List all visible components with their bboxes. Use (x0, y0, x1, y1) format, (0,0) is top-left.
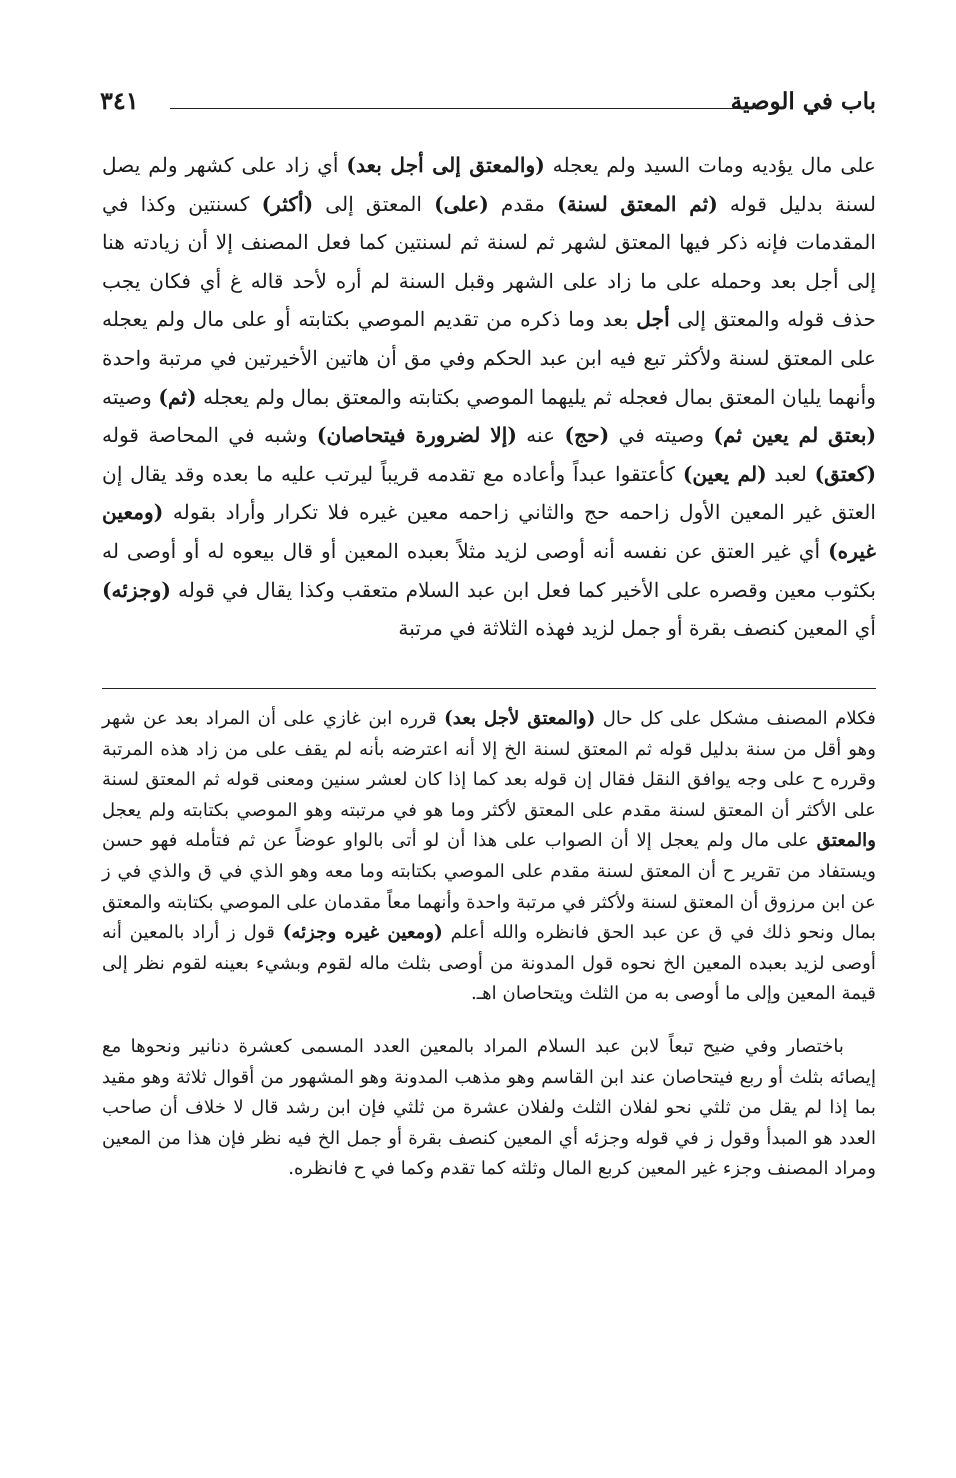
text-segment: على مال ولم يعجل إلا أن الصواب على هذا أن لو أتى بالواو عوضاً عن ثم فتأمله فهو حسن ويستفاد من تقرير ح أن المعتق لسنة مقدم على الموصي بكتابته وما معه وهو الذي في ق والذي في ز عن ابن مرزوق أن المعتق لسنة ولأكثر في مرتبة واحدة وأنهما معاً مقدمان على الموصي بكتابته والمعتق بمال ونحو ذلك في ق عن عبد الحق فانظره والله أعلم (102, 830, 876, 944)
footnote-separator (102, 688, 876, 689)
text-segment: كأعتقوا عبداً وأعاده مع تقدمه قريباً ليرتب عليه ما بعده وقد يقال إن العتق غير المعين الأول زاحمه حج والثاني زاحمه معين غيره فلا تكرار وأراد بقوله (102, 461, 876, 525)
text-segment: على مال يؤديه ومات السيد ولم يعجله (544, 153, 876, 177)
bold-matn-text: أجل (636, 307, 670, 332)
bold-matn-text: (ومعين غيره) (102, 500, 876, 563)
text-segment: كسنتين وكذا في المقدمات فإنه ذكر فيها المعتق لشهر ثم لسنة ثم لسنتين كما فعل المصنف إلا أن زيادته هنا إلى أجل بعد وحمله على ما زاد على الشهر وقبل السنة لم أره لأحد قاله غ أي فكان يجب حذف قوله والمعتق إلى (102, 191, 877, 332)
text-segment: أي غير العتق عن نفسه أنه أوصى لزيد مثلاً بعبده المعين أو قال بيعوه له أو أوصى له بكثوب معين وقصره على الأخير كما فعل ابن عبد السلام متعقب وكذا يقال في قوله (102, 538, 876, 602)
text-segment: وشبه في المحاصة قوله (102, 423, 317, 448)
text-segment: بعد وما ذكره من تقديم الموصي بكتابته أو على مال ولم يعجله على المعتق لسنة ولأكثر تبع فيه ابن عبد الحكم وفي مق أن هاتين الأخيرتين في مرتبة واحدة وأنهما يليان المعتق بمال فعجله ثم يليهما الموصي بكتابته والمعتق بمال ولم يعجله (102, 307, 876, 409)
main-text (102, 146, 876, 648)
bold-matn-text: (بعتق لم يعين ثم) (713, 423, 876, 448)
bold-matn-text: والمعتق (816, 830, 876, 852)
bold-matn-text: (ثم المعتق لسنة) (557, 191, 718, 216)
text-segment: المعتق إلى (313, 191, 435, 216)
text-segment: لعبد (766, 461, 815, 486)
commentary-paragraph-2: باختصار وفي ضيح تبعاً لابن عبد السلام المراد بالمعين العدد المسمى كعشرة دنانير ونحوها مع إيصائه بثلث أو ربع فيتحاصان عند ابن القاسم وهو مذهب المدونة وهو المشهور من أقوال ثلاثة وهو مقيد بما إذا لم يقل من ثلثي نحو لفلان الثلث ولفلان عشرة من ثلثي فإن ابن رشد قال لا خلاف أن صاحب العدد هو المبدأ وقول ز في قوله وجزئه أي المعين كنصف بقرة أو جمل الخ فيه نظر فإن هذا من المعين ومراد المصنف وجزء غير المعين كربع المال وثلثه كما تقدم وكما في ح فانظره. (102, 1035, 876, 1180)
text-segment: فكلام المصنف مشكل على كل حال (595, 708, 876, 729)
bold-matn-text: (والمعتق لأجل بعد) (444, 708, 596, 729)
header-rule (170, 108, 748, 109)
chapter-title: باب في الوصية (730, 88, 876, 115)
text-segment: أي زاد على كشهر ولم يصل لسنة بدليل قوله (102, 153, 876, 216)
main-paragraph (102, 146, 876, 648)
bold-matn-text: (وجزئه) (102, 577, 171, 602)
text-segment: أي المعين كنصف بقرة أو جمل لزيد فهذه الثلاثة في مرتبة (398, 616, 876, 641)
commentary-notes (102, 704, 876, 1185)
bold-matn-text: (ثم) (158, 384, 197, 409)
text-segment: وصيته (102, 384, 159, 409)
bold-matn-text: (أكثر) (261, 191, 314, 216)
bold-matn-text: (والمعتق إلى أجل بعد) (346, 153, 545, 177)
bold-matn-text: (حج) (564, 423, 610, 448)
text-segment: مقدم (488, 191, 558, 216)
page-number: ٣٤١ (100, 86, 139, 115)
bold-matn-text: (لم يعين) (682, 461, 767, 486)
bold-matn-text: (كعتق) (814, 461, 876, 486)
bold-matn-text: (على) (434, 191, 489, 216)
text-segment: وصيته في (609, 423, 714, 448)
text-segment: قرره ابن غازي على أن المراد بعد عن شهر وهو أقل من سنة بدليل قوله ثم المعتق لسنة الخ إلا أنه اعترضه بأنه لم يقف على من زاد هذه المرتبة وقرره ح على وجه يوافق النقل فقال إن قوله بعد كما إذا كان لعشر سنين ومعنى قوله ثم المعتق لسنة على الأكثر أن المعتق لسنة مقدم على المعتق لأكثر وما هو في مرتبته وهو الموصي بكتابته ولم يعجل (102, 708, 876, 821)
text-segment: قول ز أراد بالمعين أنه أوصى لزيد بعبده المعين الخ نحوه قول المدونة من أوصى بثلث ماله لقوم وبشيء بعينه لقوم نظر إلى قيمة المعين وإلى ما أوصى به من الثلث ويتحاصان اهـ. (102, 922, 876, 1005)
bold-matn-text: (ومعين غيره وجزئه) (282, 922, 443, 944)
bold-matn-text: (إلا لضرورة فيتحاصان) (316, 423, 517, 448)
text-segment: عنه (516, 423, 565, 448)
commentary-paragraph (102, 704, 876, 1010)
running-header (100, 84, 876, 124)
